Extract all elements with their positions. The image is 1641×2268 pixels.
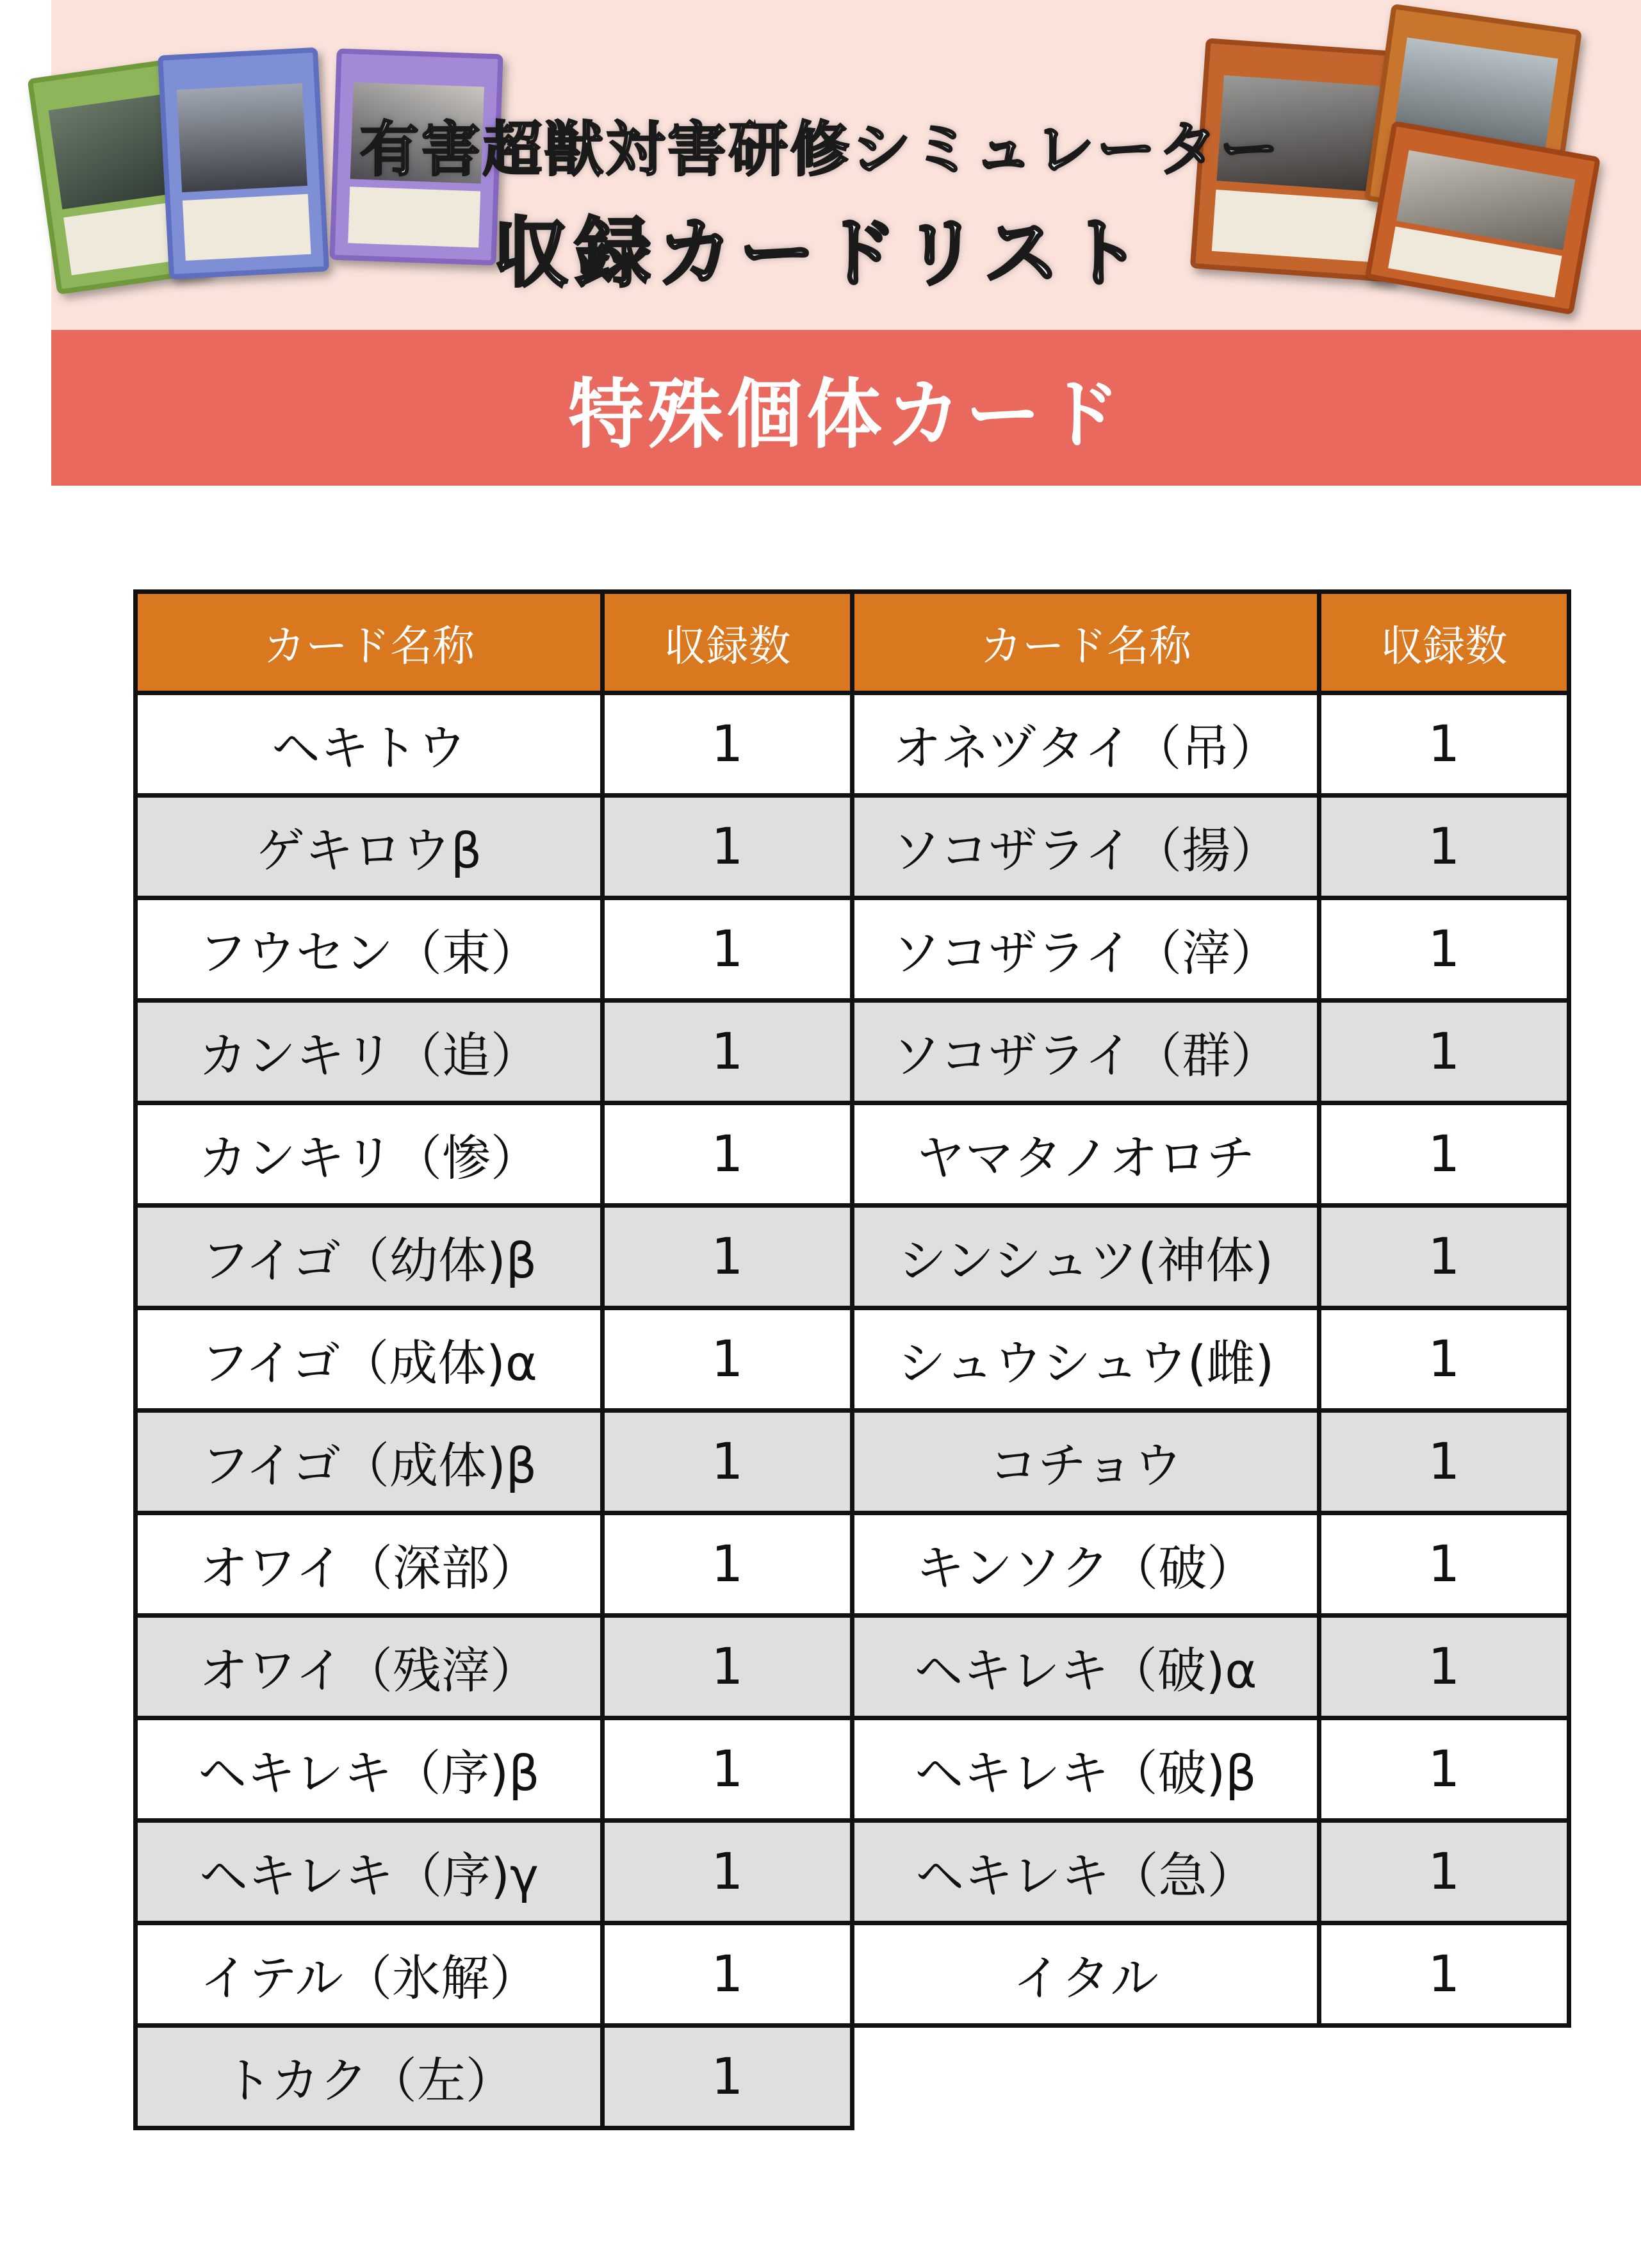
column-header-card-name: カード名称 (853, 592, 1319, 693)
card-name-cell: ヘキレキ（破)α (853, 1616, 1319, 1718)
card-count-cell: 1 (603, 1923, 853, 2026)
card-name-cell: カンキリ（惨） (136, 1103, 603, 1206)
card-count-cell: 1 (603, 1001, 853, 1103)
table-row (136, 2026, 1569, 2128)
table-row (136, 1001, 1569, 1103)
card-list-body (136, 693, 1569, 2128)
card-count-cell: 1 (603, 693, 853, 796)
card-count-cell: 1 (1319, 1308, 1569, 1411)
page-title (0, 103, 1641, 301)
card-count-cell: 1 (1319, 1001, 1569, 1103)
card-count-cell: 1 (603, 1616, 853, 1718)
table-row (136, 1103, 1569, 1206)
card-count-cell: 1 (603, 796, 853, 898)
card-name-cell: イテル（氷解） (136, 1923, 603, 2026)
table-row (136, 693, 1569, 796)
card-count-cell: 1 (1319, 1206, 1569, 1308)
table-row (136, 1513, 1569, 1616)
card-name-cell: ソコザライ（滓） (853, 898, 1319, 1001)
card-count-cell: 1 (603, 1206, 853, 1308)
column-header-count: 収録数 (603, 592, 853, 693)
page-title-line2: 収録カードリスト (493, 208, 1148, 297)
card-name-cell: ヘキレキ（急） (853, 1821, 1319, 1923)
table-row (136, 1923, 1569, 2026)
card-name-cell: フイゴ（成体)β (136, 1411, 603, 1513)
card-name-cell: フイゴ（幼体)β (136, 1206, 603, 1308)
card-name-cell: カンキリ（追） (136, 1001, 603, 1103)
card-name-cell: イタル (853, 1923, 1319, 2026)
card-name-cell: ヘキレキ（序)β (136, 1718, 603, 1821)
table-row (136, 898, 1569, 1001)
card-count-cell: 1 (603, 1308, 853, 1411)
column-header-count: 収録数 (1319, 592, 1569, 693)
card-name-cell: オワイ（残滓） (136, 1616, 603, 1718)
card-name-cell: フイゴ（成体)α (136, 1308, 603, 1411)
card-name-cell: シュウシュウ(雌) (853, 1308, 1319, 1411)
card-count-cell: 1 (1319, 1411, 1569, 1513)
card-count-cell: 1 (1319, 1718, 1569, 1821)
card-count-cell: 1 (603, 1513, 853, 1616)
table-row (136, 1411, 1569, 1513)
card-count-cell: 1 (1319, 796, 1569, 898)
table-header-row (136, 592, 1569, 693)
empty-cell (853, 2026, 1319, 2128)
card-count-cell: 1 (603, 1103, 853, 1206)
card-count-cell: 1 (1319, 898, 1569, 1001)
table-row (136, 1308, 1569, 1411)
card-name-cell: オワイ（深部） (136, 1513, 603, 1616)
card-count-cell: 1 (1319, 1616, 1569, 1718)
card-count-cell: 1 (1319, 1821, 1569, 1923)
column-header-card-name: カード名称 (136, 592, 603, 693)
card-count-cell: 1 (603, 1821, 853, 1923)
card-name-cell: オネヅタイ（吊） (853, 693, 1319, 796)
card-name-cell: キンソク（破） (853, 1513, 1319, 1616)
empty-cell (1319, 2026, 1569, 2128)
table-row (136, 1821, 1569, 1923)
card-name-cell: コチョウ (853, 1411, 1319, 1513)
card-name-cell: ヘキトウ (136, 693, 603, 796)
card-name-cell: トカク（左） (136, 2026, 603, 2128)
card-count-cell: 1 (603, 2026, 853, 2128)
card-count-cell: 1 (603, 1411, 853, 1513)
card-count-cell: 1 (1319, 1923, 1569, 2026)
card-name-cell: フウセン（束） (136, 898, 603, 1001)
card-count-cell: 1 (603, 1718, 853, 1821)
section-header (51, 330, 1641, 486)
card-count-cell: 1 (1319, 1103, 1569, 1206)
card-count-cell: 1 (1319, 693, 1569, 796)
card-name-cell: ソコザライ（群） (853, 1001, 1319, 1103)
card-list-table (133, 589, 1571, 2130)
table-row (136, 1616, 1569, 1718)
card-count-cell: 1 (603, 898, 853, 1001)
table-row (136, 1718, 1569, 1821)
page-title-line1: 有害超獣対害研修シミュレーター (359, 115, 1282, 184)
card-name-cell: ヤマタノオロチ (853, 1103, 1319, 1206)
section-title: 特殊個体カード (567, 369, 1124, 459)
card-count-cell: 1 (1319, 1513, 1569, 1616)
table-row (136, 796, 1569, 898)
card-name-cell: ヘキレキ（序)γ (136, 1821, 603, 1923)
card-name-cell: シンシュツ(神体) (853, 1206, 1319, 1308)
card-name-cell: ヘキレキ（破)β (853, 1718, 1319, 1821)
card-name-cell: ゲキロウβ (136, 796, 603, 898)
card-name-cell: ソコザライ（揚） (853, 796, 1319, 898)
table-row (136, 1206, 1569, 1308)
